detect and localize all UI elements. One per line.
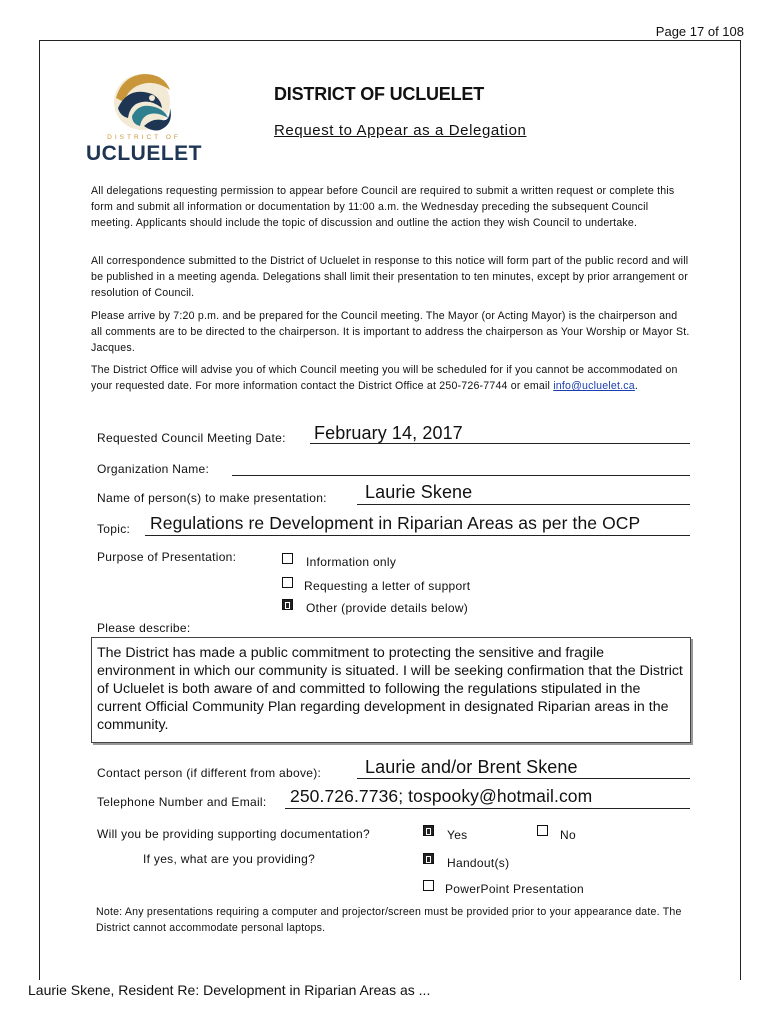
wave-emblem-icon xyxy=(82,68,206,134)
docs-what-label: If yes, what are you providing? xyxy=(143,852,316,866)
instruction-paragraph-1: All delegations requesting permission to appear before Council are required to submit a written request or complete this form and submit all information or documentation by 11:00 a.m. the Wednesday preceding the subsequent Council meeting. Applicants should include the topic of discussion and outline the action they wish Council to undertake. xyxy=(91,185,675,229)
phone-label: Telephone Number and Email: xyxy=(97,795,267,809)
logo-ucluelet: UCLUELET xyxy=(86,142,202,165)
instruction-paragraph-4-end: . xyxy=(634,380,639,392)
purpose-support-label: Requesting a letter of support xyxy=(304,579,471,593)
presenter-label: Name of person(s) to make presentation: xyxy=(97,491,327,505)
phone-line xyxy=(285,808,690,809)
page-title: DISTRICT OF UCLUELET xyxy=(274,84,484,104)
page-subtitle: Request to Appear as a Delegation xyxy=(274,122,527,139)
purpose-other-checkbox[interactable] xyxy=(282,599,293,610)
presenter-line xyxy=(357,504,690,505)
contact-line xyxy=(357,778,690,779)
docs-no-label: No xyxy=(560,828,576,842)
topic-line xyxy=(145,535,690,536)
instruction-paragraph-4-text: The District Office will advise you of which Council meeting you will be scheduled for if you cannot be accommodated on your requested date. For more information contact the District Office at 250-726-7744 or email xyxy=(91,364,678,392)
purpose-info-label: Information only xyxy=(306,555,397,569)
note-text: Note: Any presentations requiring a computer and projector/screen must be provided prior to your appearance date. The District cannot accommodate personal laptops. xyxy=(96,906,682,934)
describe-label: Please describe: xyxy=(97,621,191,635)
footer-caption: Laurie Skene, Resident Re: Development in Riparian Areas as ... xyxy=(28,982,431,998)
presenter-field[interactable]: Laurie Skene xyxy=(365,482,473,502)
organization-field[interactable] xyxy=(236,456,686,476)
organization-label: Organization Name: xyxy=(97,462,210,476)
docs-handouts-checkbox[interactable] xyxy=(423,853,434,864)
instruction-paragraph-4 xyxy=(91,362,691,394)
contact-field[interactable]: Laurie and/or Brent Skene xyxy=(365,757,578,777)
docs-powerpoint-checkbox[interactable] xyxy=(423,880,434,891)
docs-question: Will you be providing supporting documentation? xyxy=(97,827,370,841)
docs-handouts-label: Handout(s) xyxy=(447,856,510,870)
phone-email-field[interactable]: 250.726.7736; tospooky@hotmail.com xyxy=(290,786,593,806)
instruction-paragraph-2: All correspondence submitted to the District of Ucluelet in response to this notice will form part of the public record and will be published in a meeting agenda. Delegations shall limit their presentation to ten minutes, except by prior arrangement or resolution of Council. xyxy=(91,255,689,299)
instruction-paragraph-3: Please arrive by 7:20 p.m. and be prepared for the Council meeting. The Mayor (or Acting Mayor) is the chairperson and all comments are to be directed to the chairperson. It is important to address the chairperson as Your Worship or Mayor St. Jacques. xyxy=(91,310,690,354)
docs-yes-label: Yes xyxy=(447,828,468,842)
contact-label: Contact person (if different from above): xyxy=(97,766,322,780)
describe-textarea[interactable]: The District has made a public commitment to protecting the sensitive and fragile environment in which our community is situated. I will be seeking confirmation that the District of Ucluelet is both aware of and committed to following the regulations stipulated in the current Official Community Plan regarding development in designated Riparian areas in the community. xyxy=(91,637,691,743)
email-link[interactable]: info@ucluelet.ca xyxy=(553,380,635,392)
topic-field[interactable]: Regulations re Development in Riparian Areas as per the OCP xyxy=(150,513,641,533)
docs-yes-checkbox[interactable] xyxy=(423,825,434,836)
purpose-info-checkbox[interactable] xyxy=(282,553,293,564)
district-logo xyxy=(82,68,206,168)
docs-powerpoint-label: PowerPoint Presentation xyxy=(445,882,584,896)
logo-district-of: DISTRICT OF xyxy=(107,134,181,141)
page-number: Page 17 of 108 xyxy=(655,24,744,39)
meeting-date-field[interactable]: February 14, 2017 xyxy=(314,423,463,443)
meeting-date-label: Requested Council Meeting Date: xyxy=(97,431,286,445)
purpose-label: Purpose of Presentation: xyxy=(97,550,237,564)
topic-label: Topic: xyxy=(97,522,131,536)
purpose-support-checkbox[interactable] xyxy=(282,577,293,588)
docs-no-checkbox[interactable] xyxy=(537,825,548,836)
purpose-other-label: Other (provide details below) xyxy=(306,601,469,615)
